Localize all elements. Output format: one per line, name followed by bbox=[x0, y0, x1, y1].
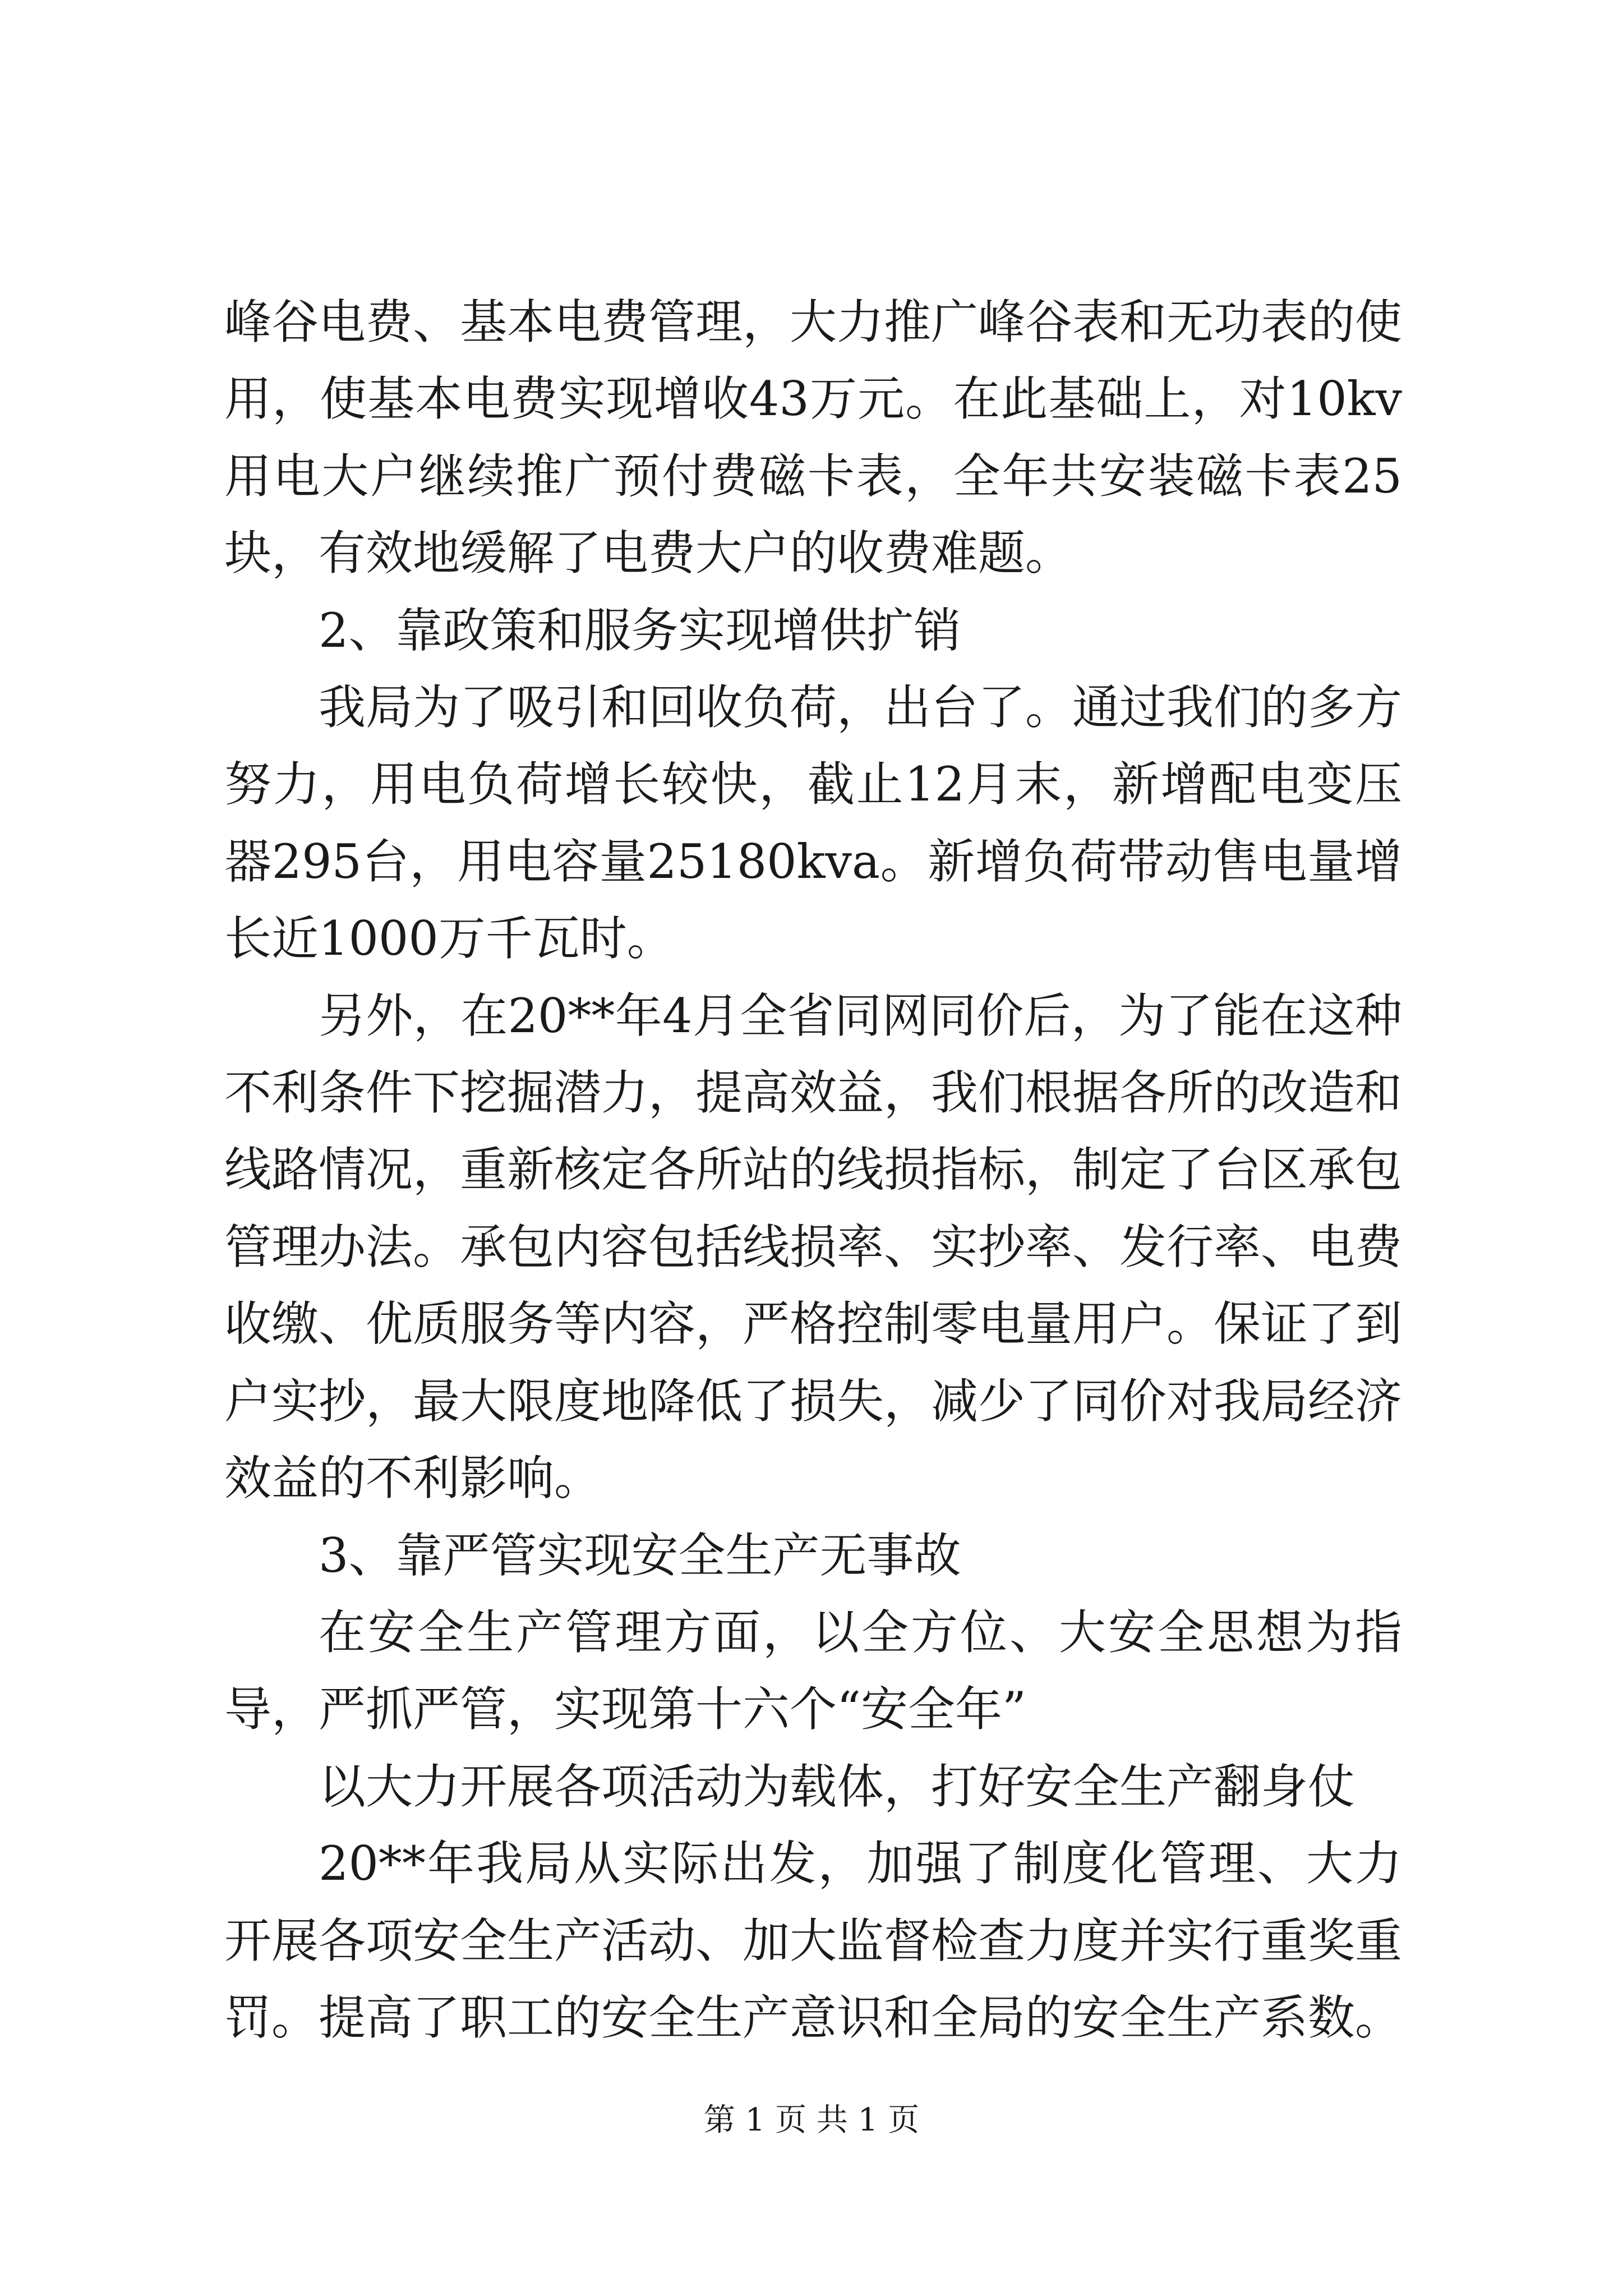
section-heading-2: 2、靠政策和服务实现增供扩销 bbox=[319, 602, 961, 658]
paragraph-8: 20**年我局从实际出发，加强了制度化管理、大力开展各项安全生产活动、加大监督检查力度并实行重奖重罚。提高了职工的安全生产意识和全局的安全生产系数。 bbox=[224, 1836, 1403, 2045]
paragraph-6: 在安全生产管理方面，以全方位、大安全思想为指导，严抓严管，实现第十六个“安全年” bbox=[224, 1604, 1402, 1737]
paragraph-3: 我局为了吸引和回收负荷，出台了。通过我们的多方努力，用电负荷增长较快，截止12月末，新增配电变压器295台，用电容量25180kva。新增负荷带动售电量增长近1000万千瓦时。 bbox=[224, 680, 1403, 967]
page-footer bbox=[0, 2098, 1623, 2143]
paragraph-7: 以大力开展各项活动为载体，打好安全生产翻身仗 bbox=[319, 1759, 1355, 1814]
paragraph-4: 另外，在20**年4月全省同网同价后，为了能在这种不利条件下挖掘潜力，提高效益，我们根据各所的改造和线路情况，重新核定各所站的线损指标，制定了台区承包管理办法。承包内容包括线损率、实抄率、发行率、电费收缴、优质服务等内容，严格控制零电量用户。保证了到户实抄，最大限度地降低了损失，减少了同价对我局经济效益的不利影响。 bbox=[224, 988, 1403, 1506]
paragraph-1: 峰谷电费、基本电费管理，大力推广峰谷表和无功表的使用，使基本电费实现增收43万元。在此基础上，对10kv用电大户继续推广预付费磁卡表，全年共安装磁卡表25块，有效地缓解了电费大户的收费难题。 bbox=[224, 295, 1403, 581]
section-heading-3: 3、靠严管实现安全生产无事故 bbox=[319, 1527, 961, 1583]
page-number-label: 第 1 页 共 1 页 bbox=[703, 2102, 920, 2138]
document-body bbox=[224, 284, 1402, 2056]
